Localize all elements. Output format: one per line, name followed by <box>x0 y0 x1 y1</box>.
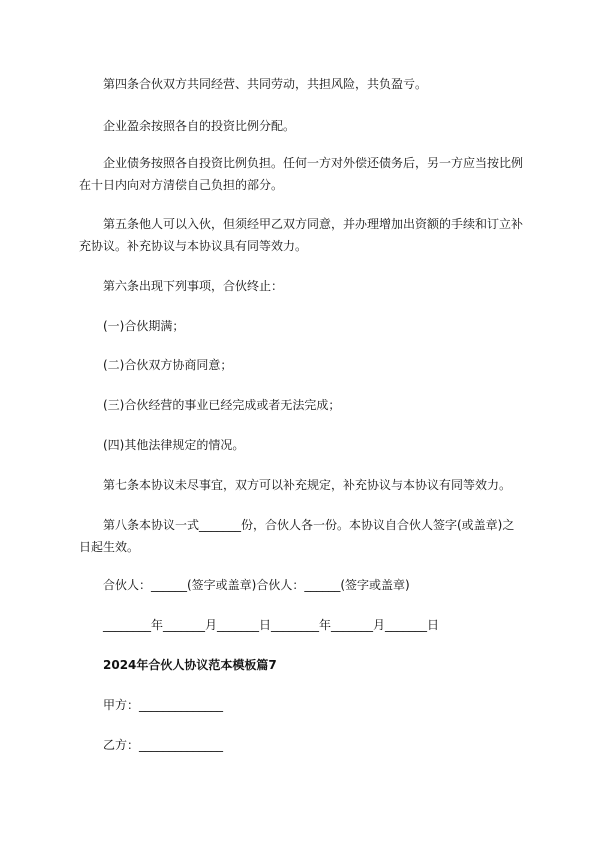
list-item-2: (二)合伙双方协商同意； <box>103 358 233 372</box>
paragraph-article-4: 第四条合伙双方共同经营、共同劳动，共担风险，共负盈亏。 <box>103 77 428 91</box>
paragraph-debt-line-1: 企业债务按照各自投资比例负担。任何一方对外偿还债务后，另一方应当按比例 <box>103 156 524 170</box>
party-b-field: 乙方：______________ <box>103 738 224 752</box>
date-line: ________年_______月_______日________年_______月_______日 <box>103 618 440 632</box>
list-item-4: (四)其他法律规定的情况。 <box>103 438 245 452</box>
paragraph-article-5-line-1: 第五条他人可以入伙，但须经甲乙双方同意，并办理增加出资额的手续和订立补 <box>103 217 524 231</box>
paragraph-article-6: 第六条出现下列事项，合伙终止： <box>103 279 284 293</box>
party-a-field: 甲方：______________ <box>103 698 224 712</box>
paragraph-article-8-line-1: 第八条本协议一式_______份，合伙人各一份。本协议自合伙人签字(或盖章)之 <box>103 518 515 532</box>
paragraph-profit-distribution: 企业盈余按照各自的投资比例分配。 <box>103 119 296 133</box>
list-item-3: (三)合伙经营的事业已经完成或者无法完成； <box>103 398 341 412</box>
paragraph-article-8-line-2: 日起生效。 <box>79 540 140 554</box>
section-heading: 2024年合伙人协议范本模板篇7 <box>103 658 277 672</box>
signature-line: 合伙人：______(签字或盖章)合伙人：______(签字或盖章) <box>103 578 410 592</box>
paragraph-debt-line-2: 在十日内向对方清偿自己负担的部分。 <box>79 178 284 192</box>
list-item-1: (一)合伙期满； <box>103 319 185 333</box>
paragraph-article-7: 第七条本协议未尽事宜，双方可以补充规定，补充协议与本协议有同等效力。 <box>103 478 512 492</box>
paragraph-article-5-line-2: 充协议。补充协议与本协议具有同等效力。 <box>79 239 308 253</box>
